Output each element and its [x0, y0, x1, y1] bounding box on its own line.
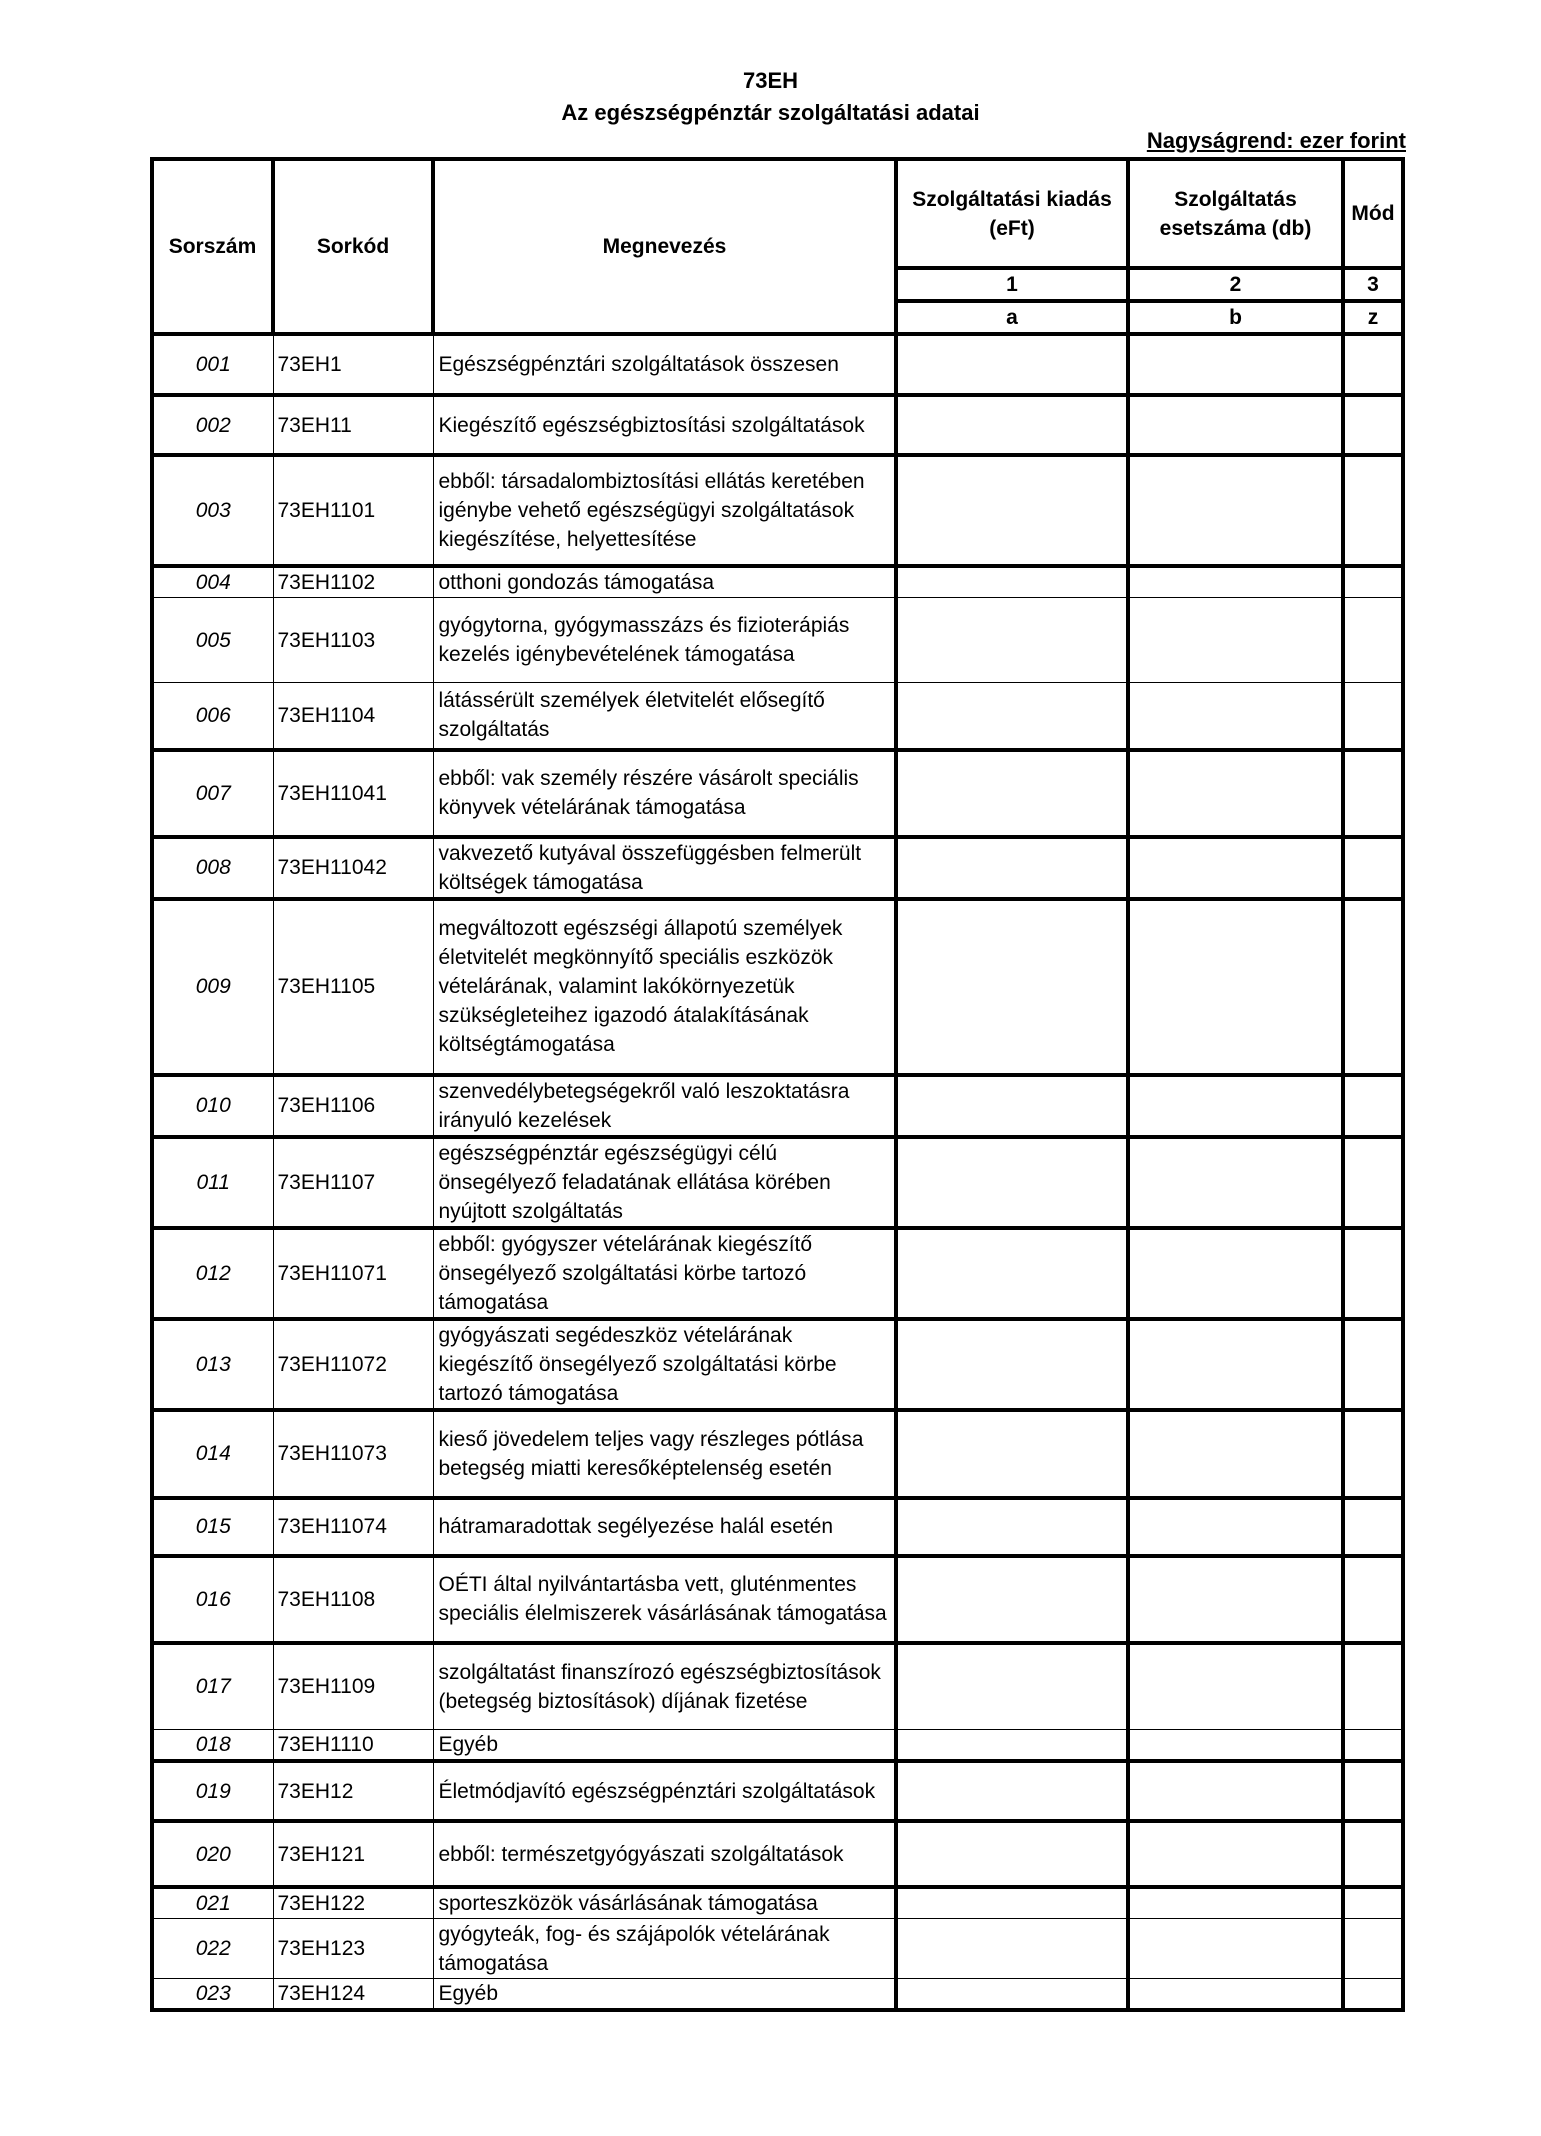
cell-count[interactable]: [1128, 1919, 1343, 1979]
header-num3: 3: [1343, 268, 1403, 301]
row-code: 73EH1108: [273, 1556, 433, 1643]
cell-expense[interactable]: [896, 1556, 1128, 1643]
row-code: 73EH122: [273, 1887, 433, 1919]
row-name: látássérült személyek életvitelét elősegítő szolgáltatás: [433, 683, 896, 750]
row-serial: 005: [152, 598, 273, 683]
row-name: kieső jövedelem teljes vagy részleges pótlása betegség miatti keresőképtelenség esetén: [433, 1410, 896, 1498]
row-code: 73EH1: [273, 334, 433, 395]
cell-mode[interactable]: [1343, 1761, 1403, 1821]
row-name: gyógyászati segédeszköz vételárának kiegészítő önsegélyező szolgáltatási körbe tartozó támogatása: [433, 1319, 896, 1410]
table-row: [152, 1498, 1403, 1556]
row-serial: 009: [152, 899, 273, 1075]
cell-count[interactable]: [1128, 1410, 1343, 1498]
cell-count[interactable]: [1128, 1556, 1343, 1643]
cell-expense[interactable]: [896, 899, 1128, 1075]
table-row: [152, 683, 1403, 750]
row-name: ebből: vak személy részére vásárolt speciális könyvek vételárának támogatása: [433, 750, 896, 837]
cell-expense[interactable]: [896, 683, 1128, 750]
cell-expense[interactable]: [896, 1821, 1128, 1887]
row-code: 73EH1105: [273, 899, 433, 1075]
row-name: vakvezető kutyával összefüggésben felmerült költségek támogatása: [433, 837, 896, 899]
cell-expense[interactable]: [896, 334, 1128, 395]
row-serial: 012: [152, 1228, 273, 1319]
row-code: 73EH123: [273, 1919, 433, 1979]
cell-count[interactable]: [1128, 1979, 1343, 2011]
row-serial: 019: [152, 1761, 273, 1821]
table-row: [152, 837, 1403, 899]
table-row: [152, 1075, 1403, 1137]
cell-count[interactable]: [1128, 566, 1343, 598]
row-serial: 023: [152, 1979, 273, 2011]
cell-mode[interactable]: [1343, 1821, 1403, 1887]
cell-expense[interactable]: [896, 1919, 1128, 1979]
table-row: [152, 1643, 1403, 1730]
cell-expense[interactable]: [896, 598, 1128, 683]
header-num1: 1: [896, 268, 1128, 301]
row-name: megváltozott egészségi állapotú személyek életvitelét megkönnyítő speciális eszközök vételárának, valamint lakókörnyezetük szükségleteihez igazodó átalakításának költségtámogatása: [433, 899, 896, 1075]
table-row: [152, 1821, 1403, 1887]
table-row: [152, 1979, 1403, 2011]
cell-mode[interactable]: [1343, 1410, 1403, 1498]
cell-mode[interactable]: [1343, 899, 1403, 1075]
cell-expense[interactable]: [896, 837, 1128, 899]
row-serial: 008: [152, 837, 273, 899]
header-let3: z: [1343, 301, 1403, 334]
row-code: 73EH124: [273, 1979, 433, 2011]
table-row: [152, 1730, 1403, 1762]
row-name: Egyéb: [433, 1979, 896, 2011]
header-col3: Mód: [1343, 159, 1403, 268]
cell-mode[interactable]: [1343, 1228, 1403, 1319]
table-row: [152, 1761, 1403, 1821]
table-row: [152, 598, 1403, 683]
row-code: 73EH11041: [273, 750, 433, 837]
row-code: 73EH1110: [273, 1730, 433, 1762]
row-serial: 020: [152, 1821, 273, 1887]
cell-expense[interactable]: [896, 455, 1128, 566]
cell-expense[interactable]: [896, 395, 1128, 455]
header-let1: a: [896, 301, 1128, 334]
cell-mode[interactable]: [1343, 1979, 1403, 2011]
row-serial: 022: [152, 1919, 273, 1979]
cell-expense[interactable]: [896, 1228, 1128, 1319]
row-serial: 002: [152, 395, 273, 455]
row-code: 73EH11071: [273, 1228, 433, 1319]
cell-count[interactable]: [1128, 750, 1343, 837]
cell-expense[interactable]: [896, 1730, 1128, 1762]
row-name: sporteszközök vásárlásának támogatása: [433, 1887, 896, 1919]
row-code: 73EH1109: [273, 1643, 433, 1730]
cell-count[interactable]: [1128, 1887, 1343, 1919]
row-name: hátramaradottak segélyezése halál esetén: [433, 1498, 896, 1556]
cell-expense[interactable]: [896, 750, 1128, 837]
row-code: 73EH11073: [273, 1410, 433, 1498]
cell-expense[interactable]: [896, 1498, 1128, 1556]
row-name: egészségpénztár egészségügyi célú önsegélyező feladatának ellátása körében nyújtott szolgáltatás: [433, 1137, 896, 1228]
cell-count[interactable]: [1128, 395, 1343, 455]
row-serial: 016: [152, 1556, 273, 1643]
row-code: 73EH11072: [273, 1319, 433, 1410]
cell-mode[interactable]: [1343, 566, 1403, 598]
row-name: otthoni gondozás támogatása: [433, 566, 896, 598]
cell-count[interactable]: [1128, 1761, 1343, 1821]
cell-count[interactable]: [1128, 1137, 1343, 1228]
cell-mode[interactable]: [1343, 1075, 1403, 1137]
cell-count[interactable]: [1128, 334, 1343, 395]
cell-mode[interactable]: [1343, 683, 1403, 750]
row-serial: 014: [152, 1410, 273, 1498]
cell-mode[interactable]: [1343, 1498, 1403, 1556]
row-code: 73EH12: [273, 1761, 433, 1821]
table-row: [152, 1556, 1403, 1643]
cell-mode[interactable]: [1343, 1556, 1403, 1643]
cell-expense[interactable]: [896, 1887, 1128, 1919]
cell-expense[interactable]: [896, 1075, 1128, 1137]
cell-mode[interactable]: [1343, 598, 1403, 683]
form-title: Az egészségpénztár szolgáltatási adatai: [561, 100, 980, 125]
cell-count[interactable]: [1128, 1730, 1343, 1762]
row-code: 73EH1106: [273, 1075, 433, 1137]
cell-mode[interactable]: [1343, 1319, 1403, 1410]
table-row: [152, 1228, 1403, 1319]
row-name: Egyéb: [433, 1730, 896, 1762]
cell-count[interactable]: [1128, 1319, 1343, 1410]
row-code: 73EH121: [273, 1821, 433, 1887]
row-code: 73EH1102: [273, 566, 433, 598]
cell-expense[interactable]: [896, 1319, 1128, 1410]
header-serial: Sorszám: [152, 159, 273, 334]
table-row: [152, 455, 1403, 566]
cell-count[interactable]: [1128, 683, 1343, 750]
row-code: 73EH11: [273, 395, 433, 455]
row-name: ebből: társadalombiztosítási ellátás keretében igénybe vehető egészségügyi szolgáltatások kiegészítése, helyettesítése: [433, 455, 896, 566]
row-name: Kiegészítő egészségbiztosítási szolgáltatások: [433, 395, 896, 455]
row-serial: 004: [152, 566, 273, 598]
row-name: OÉTI által nyilvántartásba vett, gluténmentes speciális élelmiszerek vásárlásának támogatása: [433, 1556, 896, 1643]
cell-count[interactable]: [1128, 1821, 1343, 1887]
row-serial: 013: [152, 1319, 273, 1410]
row-serial: 001: [152, 334, 273, 395]
table-row: [152, 1919, 1403, 1979]
cell-mode[interactable]: [1343, 1919, 1403, 1979]
table-row: [152, 395, 1403, 455]
header-num2: 2: [1128, 268, 1343, 301]
table-row: [152, 1319, 1403, 1410]
data-table: [150, 157, 1405, 2012]
row-name: szolgáltatást finanszírozó egészségbiztosítások (betegség biztosítások) díjának fizetése: [433, 1643, 896, 1730]
row-name: Életmódjavító egészségpénztári szolgáltatások: [433, 1761, 896, 1821]
header-col2: Szolgáltatás esetszáma (db): [1128, 159, 1343, 268]
cell-count[interactable]: [1128, 598, 1343, 683]
cell-count[interactable]: [1128, 1498, 1343, 1556]
unit-note: Nagyságrend: ezer forint: [1146, 128, 1406, 153]
cell-mode[interactable]: [1343, 837, 1403, 899]
cell-expense[interactable]: [896, 1643, 1128, 1730]
row-serial: 018: [152, 1730, 273, 1762]
table-row: [152, 1137, 1403, 1228]
cell-expense[interactable]: [896, 1979, 1128, 2011]
cell-expense[interactable]: [896, 1137, 1128, 1228]
cell-mode[interactable]: [1343, 1137, 1403, 1228]
cell-count[interactable]: [1128, 1643, 1343, 1730]
row-name: ebből: természetgyógyászati szolgáltatások: [433, 1821, 896, 1887]
row-code: 73EH1101: [273, 455, 433, 566]
cell-mode[interactable]: [1343, 1730, 1403, 1762]
table-row: [152, 899, 1403, 1075]
cell-count[interactable]: [1128, 1228, 1343, 1319]
form-code-title: 73EH: [742, 68, 799, 93]
header-col1: Szolgáltatási kiadás (eFt): [896, 159, 1128, 268]
cell-mode[interactable]: [1343, 750, 1403, 837]
row-serial: 006: [152, 683, 273, 750]
cell-count[interactable]: [1128, 1075, 1343, 1137]
table-row: [152, 1410, 1403, 1498]
cell-expense[interactable]: [896, 1410, 1128, 1498]
cell-mode[interactable]: [1343, 1887, 1403, 1919]
table-row: [152, 566, 1403, 598]
table-row: [152, 1887, 1403, 1919]
cell-mode[interactable]: [1343, 334, 1403, 395]
row-code: 73EH1103: [273, 598, 433, 683]
row-serial: 015: [152, 1498, 273, 1556]
row-name: szenvedélybetegségekről való leszoktatásra irányuló kezelések: [433, 1075, 896, 1137]
header-let2: b: [1128, 301, 1343, 334]
cell-mode[interactable]: [1343, 455, 1403, 566]
cell-mode[interactable]: [1343, 395, 1403, 455]
table-row: [152, 334, 1403, 395]
row-name: gyógytorna, gyógymasszázs és fizioterápiás kezelés igénybevételének támogatása: [433, 598, 896, 683]
row-serial: 021: [152, 1887, 273, 1919]
row-name: ebből: gyógyszer vételárának kiegészítő önsegélyező szolgáltatási körbe tartozó támogatása: [433, 1228, 896, 1319]
row-code: 73EH1107: [273, 1137, 433, 1228]
cell-count[interactable]: [1128, 899, 1343, 1075]
row-name: gyógyteák, fog- és szájápolók vételárának támogatása: [433, 1919, 896, 1979]
row-code: 73EH11042: [273, 837, 433, 899]
cell-count[interactable]: [1128, 837, 1343, 899]
row-serial: 017: [152, 1643, 273, 1730]
row-serial: 011: [152, 1137, 273, 1228]
row-code: 73EH1104: [273, 683, 433, 750]
row-serial: 003: [152, 455, 273, 566]
header-name: Megnevezés: [433, 159, 896, 334]
cell-expense[interactable]: [896, 1761, 1128, 1821]
row-serial: 010: [152, 1075, 273, 1137]
cell-count[interactable]: [1128, 455, 1343, 566]
row-code: 73EH11074: [273, 1498, 433, 1556]
row-name: Egészségpénztári szolgáltatások összesen: [433, 334, 896, 395]
row-serial: 007: [152, 750, 273, 837]
header-code: Sorkód: [273, 159, 433, 334]
table-row: [152, 750, 1403, 837]
cell-expense[interactable]: [896, 566, 1128, 598]
cell-mode[interactable]: [1343, 1643, 1403, 1730]
